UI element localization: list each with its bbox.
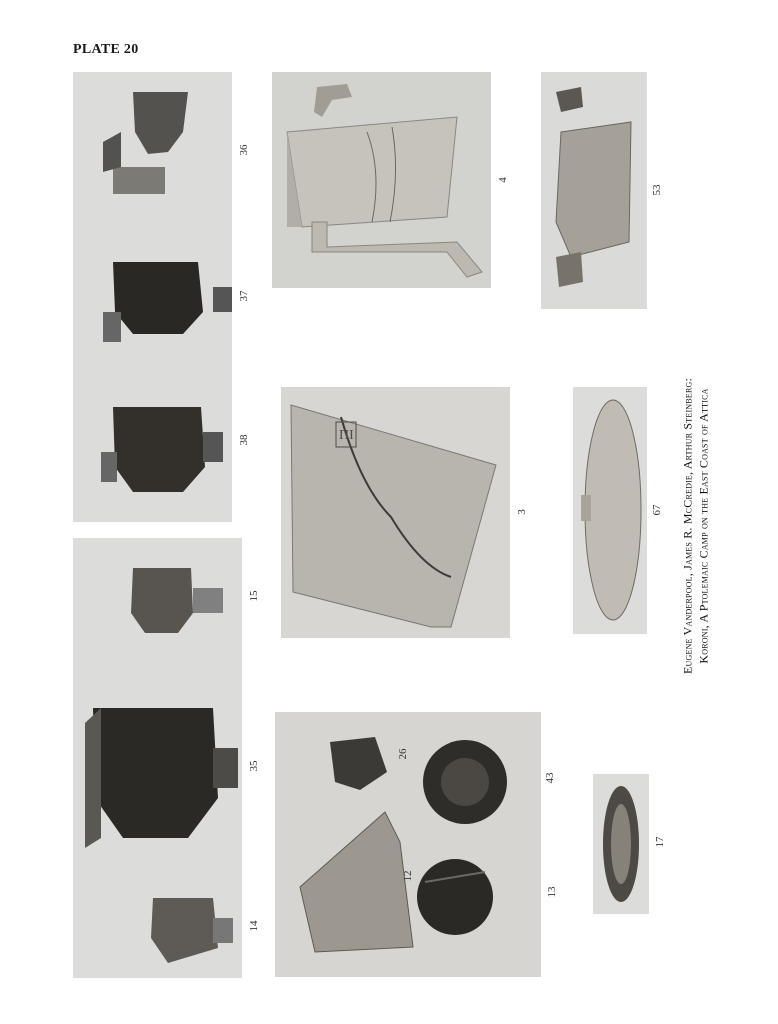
- photo-panel-3: [281, 387, 510, 638]
- photo-panel-36-37-38: [73, 72, 232, 522]
- jug-photo-4: [272, 72, 491, 288]
- caption-line-1: Eugene Vanderpool, James R. McCredie, Arthur Steinberg:: [680, 378, 695, 674]
- sherd-photos-53: [541, 72, 647, 309]
- figure-number-3: 3: [516, 509, 528, 515]
- figure-number-14: 14: [248, 920, 260, 932]
- svg-text:ΠΙ: ΠΙ: [339, 428, 354, 443]
- figure-number-36: 36: [238, 144, 250, 156]
- photo-panel-53: [541, 72, 647, 309]
- figure-number-43: 43: [544, 772, 556, 784]
- vessel-photos-15-35-14: [73, 538, 242, 978]
- figure-number-4: 4: [497, 177, 509, 183]
- figure-number-37: 37: [238, 290, 250, 302]
- figure-number-17: 17: [654, 836, 666, 848]
- plate-title: PLATE 20: [73, 42, 139, 57]
- figure-number-53: 53: [651, 184, 663, 196]
- stamped-fragment-photo-3: [281, 387, 510, 638]
- figure-number-12: 12: [402, 870, 414, 882]
- photo-panel-17: [593, 774, 649, 914]
- figure-number-35: 35: [248, 760, 260, 772]
- dish-photo-67: [573, 387, 647, 634]
- figure-number-13: 13: [546, 886, 558, 898]
- photo-panel-4: [272, 72, 491, 288]
- photo-panel-15-35-14: [73, 538, 242, 978]
- figure-number-38: 38: [238, 434, 250, 446]
- caption-line-2: Koroni, A Ptolemaic Camp on the East Coast of Attica: [696, 388, 711, 664]
- figure-number-67: 67: [651, 504, 663, 516]
- figure-number-26: 26: [397, 748, 409, 760]
- bowl-photo-17: [593, 774, 649, 914]
- vessel-photos-36-37-38: [73, 72, 232, 522]
- photo-panel-67: [573, 387, 647, 634]
- figure-number-15: 15: [248, 590, 260, 602]
